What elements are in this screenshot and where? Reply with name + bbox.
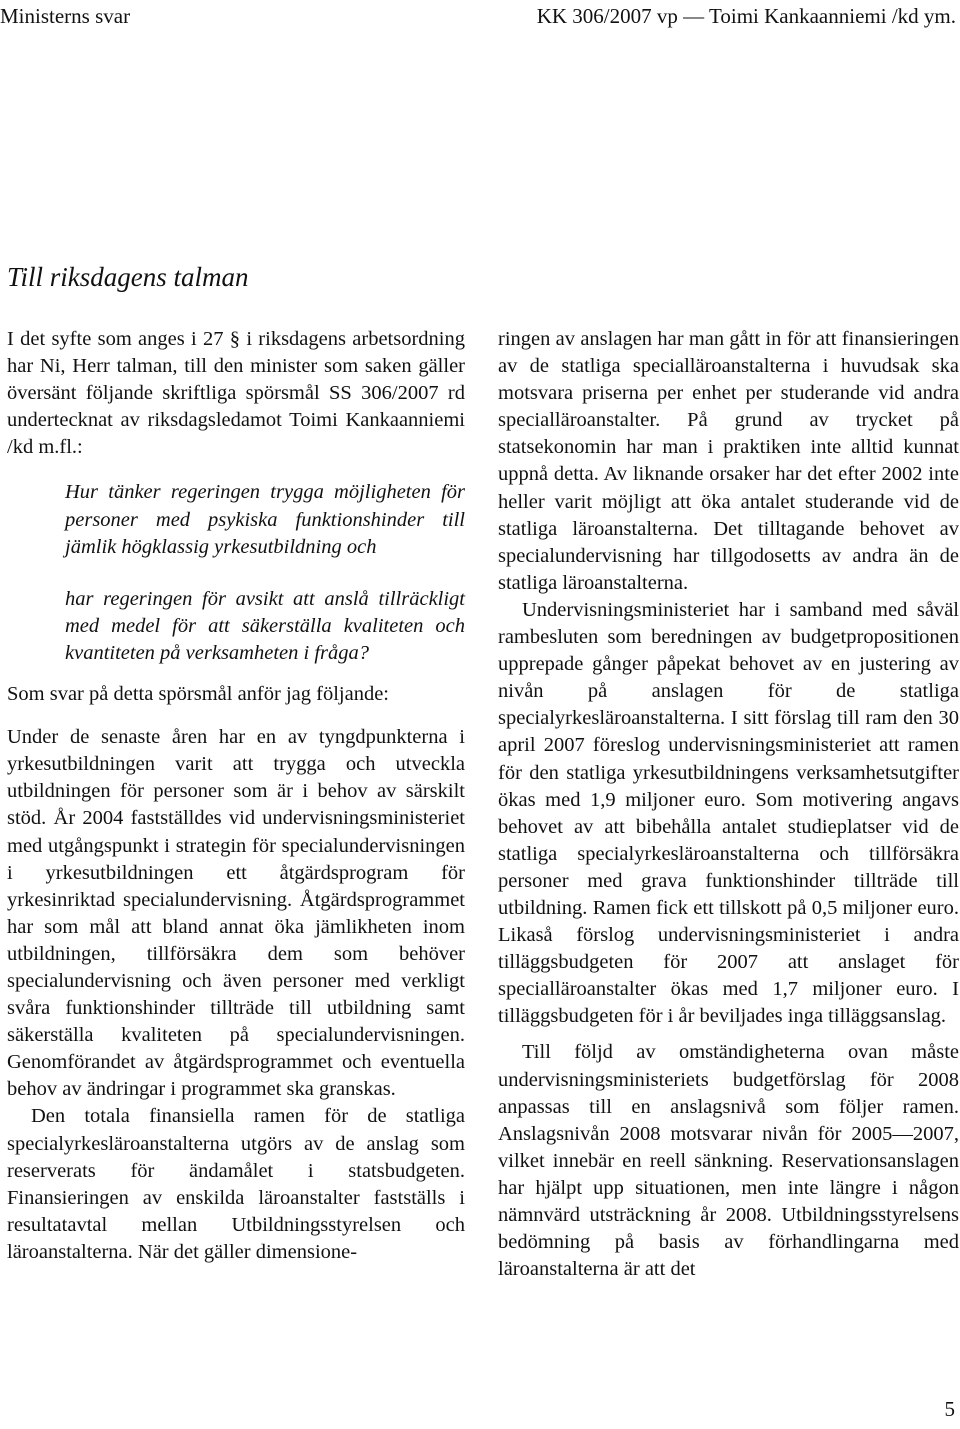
running-header-right: KK 306/2007 vp — Toimi Kankaanniemi /kd ym.	[536, 4, 956, 28]
left-column	[7, 326, 465, 1266]
answer-paragraph-2: Den totala finansiella ramen för de statliga specialyrkesläroanstalterna utgörs av de anslag som reserverats för ändamålet i statsbudgeten. Finansieringen av enskilda läroanstalter fastställs i resultatavtal mellan Utbildningsstyrelsen och läroanstalterna. När det gäller dimensione-	[7, 1105, 465, 1263]
page-title: Till riksdagens talman	[7, 262, 249, 292]
answer-paragraph-3: ringen av anslagen har man gått in för att finansieringen av de statliga specialläroanstalterna i huvudsak ska motsvara priserna per enhet per studerande vid andra specialläroanstalter. På grund av trycket på statsekonomin har man i praktiken inte alltid kunnat uppnå detta. Av liknande orsaker har det efter 2002 inte heller varit möjligt att öka antalet studerande vid de statliga läroanstalterna. Det tilltagande behovet av specialundervisning har tillgodosetts av andra än de statliga läroanstalterna.	[498, 328, 959, 594]
page-number: 5	[944, 1397, 955, 1421]
answer-paragraph-4: Undervisningsministeriet har i samband med såväl rambesluten som beredningen av budgetpropositionen upprepade gånger påpekat behovet av en justering av nivån på anslagen för de statliga specialyrkesläroanstalterna. I sitt förslag till ram den 30 april 2007 föreslog undervisningsministeriet att ramen för den statliga yrkesutbildningens verksamhetsutgifter ökas med 1,9 miljoner euro. Som motivering angavs behovet av att bibehålla antalet studieplatser vid de statliga specialyrkesläroanstalterna och tillförsäkra personer med grava funktionshinder tillträde till utbildning. Ramen fick ett tillskott på 0,5 miljoner euro. Likaså förslog undervisningsministeriet i andra tilläggsbudgeten för 2007 att anslaget för specialläroanstalter ökas med 1,7 miljoner euro. I tilläggsbudgeten för i år beviljades inga tilläggsanslag.	[498, 598, 959, 1028]
right-column	[498, 326, 959, 1283]
question-1: Hur tänker regeringen trygga möjligheten för personer med psykiska funktionshinder till jämlik högklassig yrkesutbildning och	[65, 481, 465, 558]
answer-paragraph-1: Under de senaste åren har en av tyngdpunkterna i yrkesutbildningen varit att trygga och utveckla utbildningen för personer som är i behov av särskilt stöd. År 2004 fastställdes vid undervisningsministeriet med utgångspunkt i strategin för specialundervisningen i yrkesutbildningen ett åtgärdsprogram för yrkesinriktad specialundervisning. Åtgärdsprogrammet har som mål att bland annat öka jämlikheten inom utbildningen, tillförsäkra dem som behöver specialundervisning och även personer med verkligt svåra funktionshinder tillträde till utbildning samt säkerställa kvaliteten på specialundervisningen. Genomförandet av åtgärdsprogrammet och eventuella behov av ändringar i programmet ska granskas.	[7, 726, 465, 1101]
running-header-left: Ministerns svar	[0, 4, 131, 28]
answer-paragraph-5: Till följd av omständigheterna ovan måste undervisningsministeriets budgetförslag för 2008 anpassas till en anslagsnivå som följer ramen. Anslagsnivån 2008 motsvarar nivån för 2005—2007, vilket innebär en reell sänkning. Reservationsanslagen har hjälpt upp situationen, men inte längre i någon nämnvärd utsträckning år 2008. Utbildningsstyrelsens bedömning på basis av förhandlingarna med läroanstalterna är att det	[498, 1041, 959, 1281]
question-2: har regeringen för avsikt att anslå tillräckligt med medel för att säkerställa kvaliteten och kvantiteten på verksamheten i fråga?	[65, 587, 465, 664]
intro-paragraph: I det syfte som anges i 27 § i riksdagens arbetsordning har Ni, Herr talman, till den minister som saken gäller översänt följande skriftliga spörsmål SS 306/2007 rd undertecknat av riksdagsledamot Toimi Kankaanniemi /kd m.fl.:	[7, 328, 465, 459]
answer-intro: Som svar på detta spörsmål anför jag följande:	[7, 683, 389, 706]
